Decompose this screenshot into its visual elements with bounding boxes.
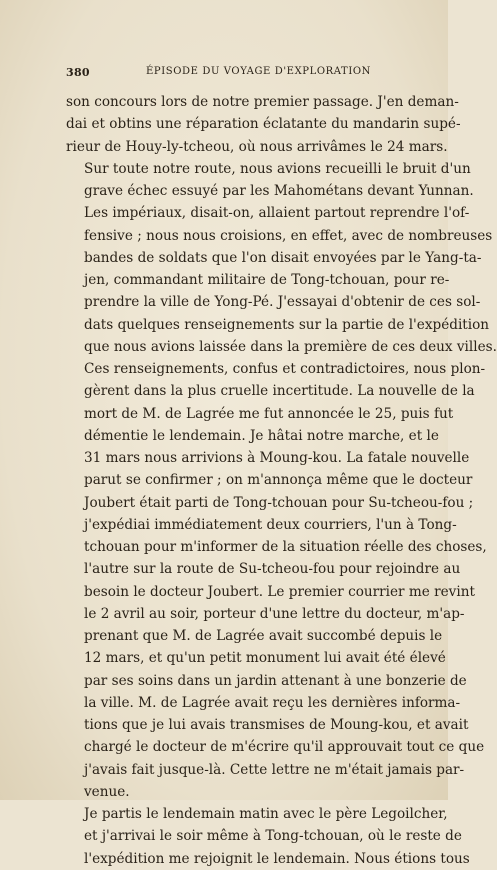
text-line: bandes de soldats que l'on disait envoyées par le Yang-ta- — [84, 249, 482, 266]
text-line: Je partis le lendemain matin avec le père Legoilcher, — [84, 806, 448, 822]
text-line: et j'arrivai le soir même à Tong-tchouan, où le reste de — [84, 828, 462, 845]
text-line: tchouan pour m'informer de la situation réelle des choses, — [84, 539, 487, 555]
page-number: 380 — [66, 66, 90, 79]
text-line: 12 mars, et qu'un petit monument lui avait été élevé — [84, 650, 446, 667]
page-header — [66, 66, 396, 82]
text-line: j'avais fait jusque-là. Cette lettre ne m'était jamais par- — [84, 761, 465, 778]
text-line: mort de M. de Lagrée me fut annoncée le 25, puis fut — [84, 405, 454, 422]
text-line: prendre la ville de Yong-Pé. J'essayai d'obtenir de ces sol- — [84, 294, 481, 311]
text-line: tions que je lui avais transmises de Moung-kou, et avait — [84, 717, 469, 733]
text-line: dats quelques renseignements sur la partie de l'expédition — [84, 316, 490, 333]
text-line: parut se confirmer ; on m'annonça même que le docteur — [84, 472, 473, 489]
text-line: jen, commandant militaire de Tong-tchouan, pour re- — [84, 272, 450, 288]
text-line: dai et obtins une réparation éclatante du mandarin supé- — [66, 116, 461, 133]
text-line: Ces renseignements, confus et contradictoires, nous plon- — [84, 361, 486, 377]
text-line: l'autre sur la route de Su-tcheou-fou pour rejoindre au — [84, 561, 461, 578]
text-line: le 2 avril au soir, porteur d'une lettre du docteur, m'ap- — [84, 605, 465, 622]
text-line: démentie le lendemain. Je hâtai notre marche, et le — [84, 427, 439, 444]
text-line: j'expédiai immédiatement deux courriers, l'un à Tong- — [84, 516, 457, 533]
text-line: grave échec essuyé par les Mahométans devant Yunnan. — [84, 183, 474, 199]
paragraph — [66, 91, 461, 158]
text-line: rieur de Houy-ly-tcheou, où nous arrivâmes le 24 mars. — [66, 138, 448, 155]
text-line: chargé le docteur de m'écrire qu'il approuvait tout ce que — [84, 739, 485, 756]
body-text — [66, 91, 497, 870]
text-line: fensive ; nous nous croisions, en effet, avec de nombreuses — [84, 227, 493, 244]
paragraph — [66, 803, 470, 870]
text-line: l'expédition me rejoignit le lendemain. Nous étions tous — [84, 850, 470, 867]
text-line: besoin le docteur Joubert. Le premier courrier me revint — [84, 583, 475, 600]
text-line: son concours lors de notre premier passage. J'en deman- — [66, 94, 459, 110]
text-line: prenant que M. de Lagrée avait succombé depuis le — [84, 628, 443, 644]
text-line: Les impériaux, disait-on, allaient partout reprendre l'of- — [84, 205, 470, 222]
text-line: venue. — [84, 783, 130, 800]
text-line: Joubert était parti de Tong-tchouan pour Su-tcheou-fou ; — [84, 494, 474, 511]
text-line: par ses soins dans un jardin attenant à une bonzerie de — [84, 672, 467, 689]
paragraph — [66, 158, 497, 803]
text-line: 31 mars nous arrivions à Moung-kou. La fatale nouvelle — [84, 450, 470, 466]
text-line: gèrent dans la plus cruelle incertitude. La nouvelle de la — [84, 383, 475, 400]
running-head: ÉPISODE DU VOYAGE D'EXPLORATION — [146, 66, 372, 77]
text-line: la ville. M. de Lagrée avait reçu les dernières informa- — [84, 694, 461, 711]
text-line: Sur toute notre route, nous avions recueilli le bruit d'un — [84, 160, 471, 177]
text-line: que nous avions laissée dans la première de ces deux villes. — [84, 338, 497, 355]
